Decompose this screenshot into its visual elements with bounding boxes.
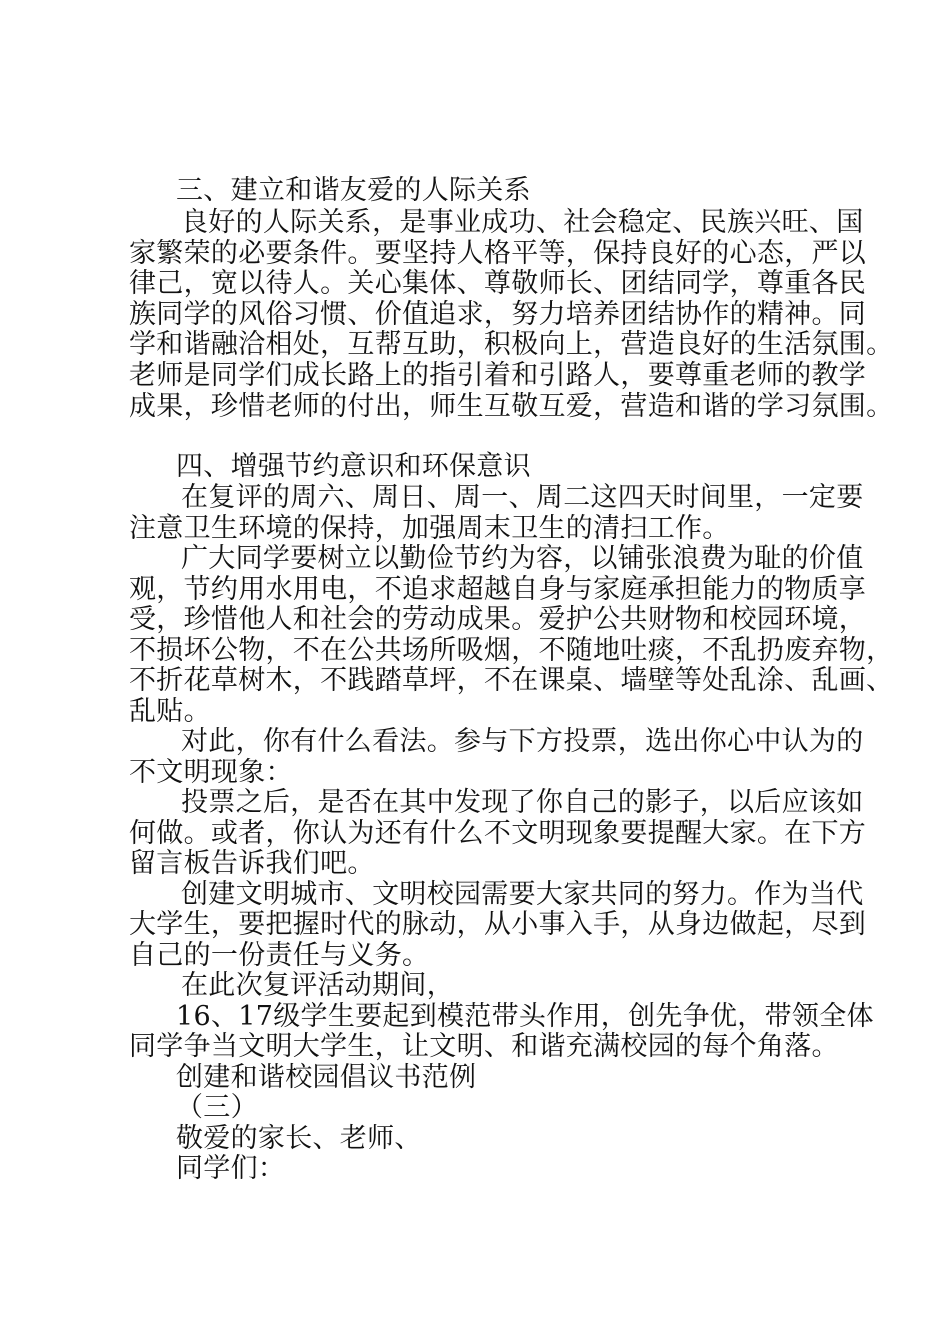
- paragraph-line: 乱贴。: [129, 696, 211, 727]
- salutation-line: 同学们：: [176, 1153, 286, 1184]
- salutation-line: 敬爱的家长、老师、: [176, 1123, 422, 1154]
- paragraph-line: 观，节约用水用电，不追求超越自身与家庭承担能力的物质享: [129, 574, 867, 605]
- paragraph-line: 广大同学要树立以勤俭节约为容，以铺张浪费为耻的价值: [181, 543, 864, 574]
- paragraph-line: 留言板告诉我们吧。: [129, 848, 375, 879]
- paragraph-line: 创建文明城市、文明校园需要大家共同的努力。作为当代: [181, 879, 864, 910]
- paragraph-line: 投票之后，是否在其中发现了你自己的影子，以后应该如: [181, 787, 864, 818]
- paragraph-line: 注意卫生环境的保持，加强周末卫生的清扫工作。: [129, 513, 730, 544]
- paragraph-line: 老师是同学们成长路上的指引着和引路人，要尊重老师的教学: [129, 360, 867, 391]
- paragraph-line: 律己，宽以待人。关心集体、尊敬师长、团结同学，尊重各民: [129, 268, 867, 299]
- paragraph-line: 学和谐融洽相处，互帮互助，积极向上，营造良好的生活氛围。: [129, 329, 894, 360]
- paragraph-line: 成果，珍惜老师的付出，师生互敬互爱，营造和谐的学习氛围。: [129, 391, 894, 422]
- paragraph-line: 大学生，要把握时代的脉动，从小事入手，从身边做起，尽到: [129, 909, 867, 940]
- paragraph-line: 良好的人际关系，是事业成功、社会稳定、民族兴旺、国: [181, 207, 864, 238]
- paragraph-line: 不折花草树木，不践踏草坪，不在课桌、墙壁等处乱涂、乱画、: [129, 665, 894, 696]
- paragraph-line: 在复评的周六、周日、周一、周二这四天时间里，一定要: [181, 482, 864, 513]
- section-heading: 四、增强节约意识和环保意识: [176, 451, 531, 482]
- paragraph-line: 不损坏公物，不在公共场所吸烟，不随地吐痰，不乱扔废弃物，: [129, 635, 894, 666]
- paragraph-line: 同学争当文明大学生，让文明、和谐充满校园的每个角落。: [129, 1031, 839, 1062]
- paragraph-line: 受，珍惜他人和社会的劳动成果。爱护公共财物和校园环境，: [129, 604, 867, 635]
- paragraph-line: 对此，你有什么看法。参与下方投票，选出你心中认为的: [181, 726, 864, 757]
- paragraph-line: 族同学的风俗习惯、价值追求，努力培养团结协作的精神。同: [129, 299, 867, 330]
- paragraph-line: 何做。或者，你认为还有什么不文明现象要提醒大家。在下方: [129, 818, 867, 849]
- section-heading: 三、建立和谐友爱的人际关系: [176, 175, 531, 206]
- paragraph-line: 不文明现象：: [129, 757, 293, 788]
- paragraph-line: 在此次复评活动期间，: [181, 970, 454, 1001]
- subheading-line: 创建和谐校园倡议书范例: [176, 1062, 477, 1093]
- paragraph-line: 自己的一份责任与义务。: [129, 940, 430, 971]
- paragraph-line: 家繁荣的必要条件。要坚持人格平等，保持良好的心态，严以: [129, 238, 867, 269]
- subheading-line: （三）: [176, 1092, 258, 1123]
- paragraph-line: 16、17级学生要起到模范带头作用，创先争优，带领全体: [176, 1001, 874, 1032]
